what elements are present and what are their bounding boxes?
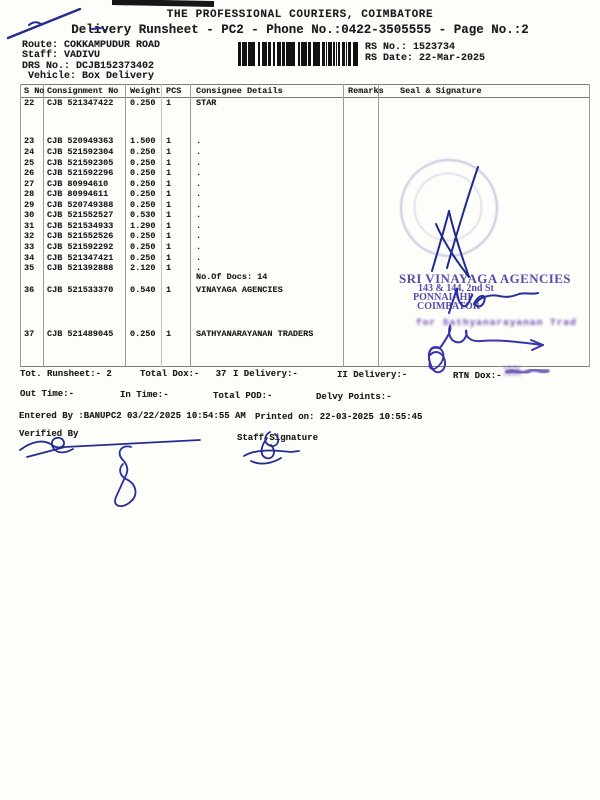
row-sno: 36 <box>24 285 35 295</box>
staff-value: VADIVU <box>64 50 101 61</box>
row-pcs: 1 <box>166 220 172 231</box>
row-consignment: CJB 521534933 <box>47 220 114 231</box>
total-dox <box>140 369 226 379</box>
tot-runsheet-value: 2 <box>106 369 112 379</box>
row-pcs: 1 <box>166 242 172 252</box>
in-time: In Time:- <box>120 390 169 400</box>
rs-date-line <box>365 53 485 64</box>
rs-no-line <box>365 42 455 53</box>
row-weight: 0.250 <box>130 98 156 108</box>
row-sno: 31 <box>24 220 35 231</box>
verified-by-label: Verified By <box>19 429 79 439</box>
row-sno: 32 <box>24 231 35 241</box>
row-pcs: 1 <box>166 263 172 273</box>
ii-delivery: II Delivery:- <box>337 370 408 380</box>
route-label: Route: <box>22 40 59 51</box>
table-row <box>20 200 590 211</box>
row-consignee: . <box>196 263 202 273</box>
row-consignment: CJB 80994610 <box>47 178 109 189</box>
row-consignment: CJB 521489045 <box>47 329 114 339</box>
col-header-sno: S No <box>24 86 45 96</box>
row-weight: 2.120 <box>130 263 156 273</box>
row-pcs: 1 <box>166 178 172 189</box>
row-consignee: . <box>196 147 202 157</box>
rs-date-value: 22-Mar-2025 <box>419 53 486 64</box>
row-consignee: . <box>196 168 202 178</box>
row-consignee: . <box>196 252 202 263</box>
rtn-dox-stamp-mark: ╳╳╳ <box>504 367 521 377</box>
row-pcs: 1 <box>166 210 172 220</box>
row-consignment: CJB 521533370 <box>47 285 114 295</box>
delvy-points: Delvy Points:- <box>316 392 392 402</box>
rs-no-label: RS No.: <box>365 42 408 53</box>
agency-stamp-address1: 143 & 144, 2nd St <box>418 283 494 294</box>
table-row <box>20 231 590 242</box>
row-weight: 1.500 <box>130 136 156 146</box>
entered-by: Entered By :BANUPC2 03/22/2025 10:54:55 AM <box>19 411 246 421</box>
scan-artifact-bar <box>112 2 214 4</box>
table-row <box>20 168 590 179</box>
round-seal-stamp-inner <box>414 173 482 241</box>
row-consignee: STAR <box>196 98 217 108</box>
row-consignee: SATHYANARAYANAN TRADERS <box>196 329 314 339</box>
row-weight: 0.250 <box>130 168 156 178</box>
row-weight: 1.290 <box>130 220 156 231</box>
table-row <box>20 221 590 232</box>
agency-stamp-address2: PONNAIAHP <box>413 292 474 303</box>
table-row <box>20 189 590 200</box>
row-consignee: . <box>196 157 202 168</box>
row-consignee: VINAYAGA AGENCIES <box>196 285 283 295</box>
total-pod: Total POD:- <box>213 391 273 401</box>
row-sno: 35 <box>24 263 35 273</box>
out-time: Out Time:- <box>20 389 75 399</box>
col-header-remarks: Remarks <box>348 86 384 96</box>
row-weight: 0.250 <box>130 189 156 199</box>
row-pcs: 1 <box>166 157 172 168</box>
row-weight: 0.250 <box>130 329 156 339</box>
rs-no-value: 1523734 <box>413 42 456 53</box>
row-pcs: 1 <box>166 285 172 295</box>
table-header-row <box>20 86 590 97</box>
row-consignee: . <box>196 242 202 252</box>
row-consignee: . <box>196 136 202 146</box>
route-value: COKKAMPUDUR ROAD <box>64 40 161 51</box>
staff-signature-label: Staff Signature <box>237 433 319 443</box>
row-pcs: 1 <box>166 98 172 108</box>
vehicle-value: Box Delivery <box>82 71 155 82</box>
agency-stamp-city: COIMBATOR <box>417 301 480 312</box>
col-header-consignment: Consignment No <box>47 86 119 96</box>
row-consignment: CJB 521347422 <box>47 98 114 108</box>
table-row <box>20 253 590 264</box>
total-dox-label: Total Dox:- <box>140 369 200 379</box>
row-consignment: CJB 521592292 <box>47 242 114 252</box>
row-pcs: 1 <box>166 329 172 339</box>
row-consignment: CJB 520949363 <box>47 136 114 146</box>
rtn-dox: RTN Dox:- <box>453 371 502 381</box>
company-title: THE PROFESSIONAL COURIERS, COIMBATORE <box>166 9 434 21</box>
col-header-pcs: PCS <box>166 86 182 96</box>
trader-stamp-blurred: for Sathyanarayanan Trad <box>416 317 577 328</box>
row-consignment: CJB 521552527 <box>47 210 114 220</box>
row-consignment: CJB 520749388 <box>47 199 114 210</box>
row-weight: 0.530 <box>130 210 156 220</box>
drs-label: DRS No.: <box>22 60 71 72</box>
col-header-weight: Weight <box>130 86 161 96</box>
row-consignee: . <box>196 189 202 199</box>
row-consignee: . <box>196 210 202 220</box>
col-header-consignee: Consignee Details <box>196 86 283 96</box>
row-weight: 0.250 <box>130 157 156 168</box>
row-pcs: 1 <box>166 168 172 178</box>
staff-line <box>22 50 100 61</box>
drs-value: DCJB152373402 <box>76 60 155 72</box>
row-sno: 24 <box>24 147 35 157</box>
i-delivery: I Delivery:- <box>233 369 298 379</box>
table-row <box>20 242 590 253</box>
table-row <box>20 98 590 109</box>
runsheet-barcode <box>238 42 358 66</box>
row-weight: 0.540 <box>130 285 156 295</box>
row-consignee: . <box>196 199 202 210</box>
row-consignment: CJB 80994611 <box>47 189 109 199</box>
row-weight: 0.250 <box>130 147 156 157</box>
row-sno: 30 <box>24 210 35 220</box>
table-row <box>20 158 590 169</box>
staff-label: Staff: <box>22 50 59 61</box>
signature-verified-by <box>20 438 200 457</box>
table-top-border <box>20 84 590 85</box>
vehicle-label: Vehicle: <box>28 71 77 82</box>
row-sno: 26 <box>24 168 35 178</box>
row-consignment: CJB 521392888 <box>47 263 114 273</box>
row-pcs: 1 <box>166 252 172 263</box>
printed-on: Printed on: 22-03-2025 10:55:45 <box>255 412 423 422</box>
row-consignee: . <box>196 220 202 231</box>
vehicle-line <box>28 71 154 82</box>
rs-date-label: RS Date: <box>365 53 414 64</box>
row-sno: 33 <box>24 242 35 252</box>
table-row <box>20 179 590 190</box>
row-weight: 0.250 <box>130 199 156 210</box>
row-consignment: CJB 521347421 <box>47 252 114 263</box>
row-sno: 37 <box>24 329 35 339</box>
table-row <box>20 147 590 158</box>
signature-middle <box>115 446 135 506</box>
row-pcs: 1 <box>166 147 172 157</box>
row-consignment: CJB 521592304 <box>47 147 114 157</box>
row-sno: 22 <box>24 98 35 108</box>
no-of-docs-note: No.Of Docs: 14 <box>196 272 268 282</box>
row-sno: 29 <box>24 199 35 210</box>
table-row <box>20 329 590 340</box>
table-row <box>20 136 590 147</box>
row-sno: 27 <box>24 178 35 189</box>
row-consignment: CJB 521592296 <box>47 168 114 178</box>
row-consignment: CJB 521552526 <box>47 231 114 241</box>
tot-runsheet <box>20 369 112 379</box>
total-dox-value: 37 <box>215 369 227 379</box>
row-consignment: CJB 521592305 <box>47 157 114 168</box>
row-pcs: 1 <box>166 189 172 199</box>
table-row <box>20 210 590 221</box>
row-sno: 28 <box>24 189 35 199</box>
row-sno: 25 <box>24 157 35 168</box>
runsheet-subtitle: Delivery Runsheet - PC2 - Phone No.:0422-3505555 - Page No.:2 <box>71 23 529 37</box>
row-sno: 34 <box>24 252 35 263</box>
row-weight: 0.250 <box>130 252 156 263</box>
row-weight: 0.250 <box>130 178 156 189</box>
tot-runsheet-label: Tot. Runsheet:- <box>20 369 102 379</box>
row-pcs: 1 <box>166 136 172 146</box>
row-consignee: . <box>196 231 202 241</box>
col-header-seal: Seal & Signature <box>400 86 482 96</box>
row-pcs: 1 <box>166 199 172 210</box>
row-pcs: 1 <box>166 231 172 241</box>
drs-line <box>22 61 154 72</box>
row-weight: 0.250 <box>130 231 156 241</box>
agency-stamp-name: SRI VINAYAGA AGENCIES <box>399 271 571 286</box>
row-sno: 23 <box>24 136 35 146</box>
row-weight: 0.250 <box>130 242 156 252</box>
row-consignee: . <box>196 178 202 189</box>
